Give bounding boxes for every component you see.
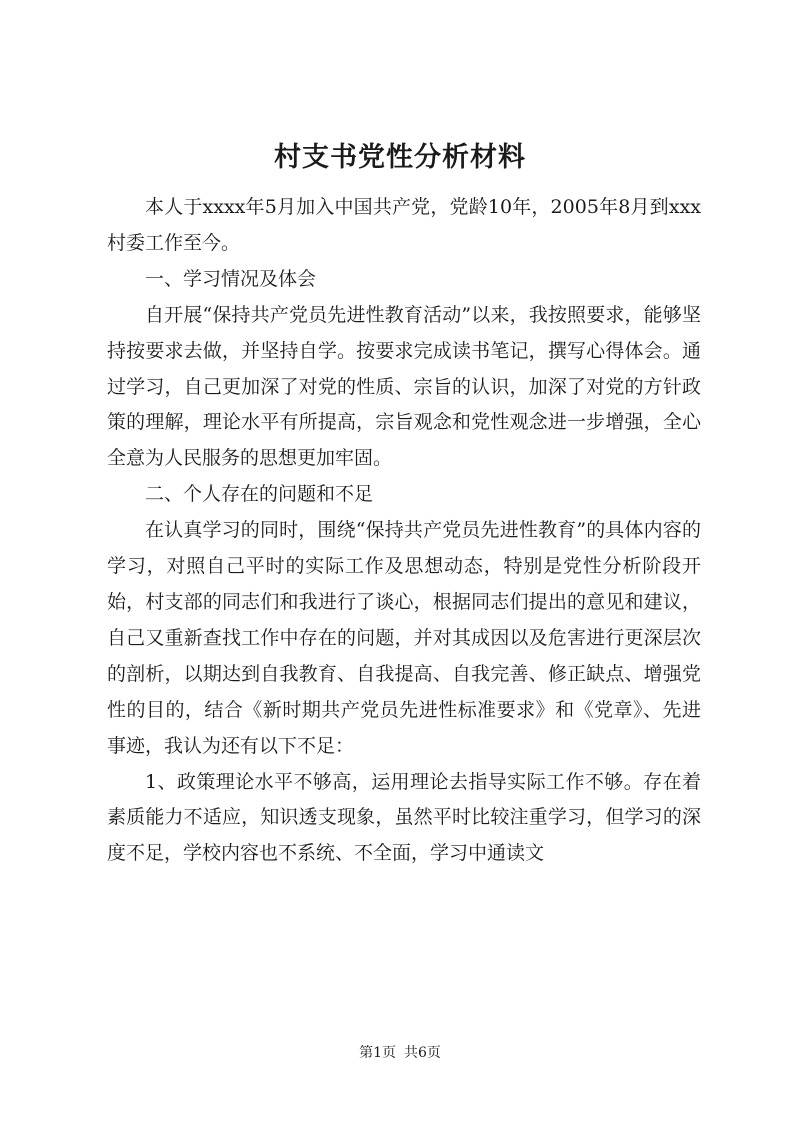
section-heading-problems: 二、个人存在的问题和不足 <box>145 483 374 506</box>
page-number: 第1页 <box>359 1045 396 1061</box>
document-title: 村支书党性分析材料 <box>274 142 526 173</box>
paragraph-point-1: 1、政策理论水平不够高，运用理论去指导实际工作不够。存在着素质能力不适应，知识透支现象，虽然平时比较注重学习，但学习的深度不足，学校内容也不系统、不全面，学习中通读文 <box>107 770 701 865</box>
section-heading-study: 一、学习情况及体会 <box>145 267 317 290</box>
document-body <box>107 190 701 872</box>
paragraph-study: 自开展“保持共产党员先进性教育活动”以来，我按照要求，能够坚持按要求去做，并坚持自学。按要求完成读书笔记，撰写心得体会。通过学习，自己更加深了对党的性质、宗旨的认识，加深了对党的方针政策的理解，理论水平有所提高，宗旨观念和党性观念进一步增强，全心全意为人民服务的思想更加牢固。 <box>107 303 701 470</box>
page-footer <box>0 1043 800 1063</box>
page-total: 共6页 <box>404 1045 441 1061</box>
paragraph-problems: 在认真学习的同时，围绕“保持共产党员先进性教育”的具体内容的学习，对照自己平时的实际工作及思想动态，特别是党性分析阶段开始，村支部的同志们和我进行了谈心，根据同志们提出的意见和建议，自己又重新查找工作中存在的问题，并对其成因以及危害进行更深层次的剖析，以期达到自我教育、自我提高、自我完善、修正缺点、增强党性的目的，结合《新时期共产党员先进性标准要求》和《党章》、先进事迹，我认为还有以下不足： <box>107 519 701 757</box>
paragraph-intro: 本人于xxxx年5月加入中国共产党，党龄10年，2005年8月到xxx村委工作至今。 <box>107 196 701 254</box>
